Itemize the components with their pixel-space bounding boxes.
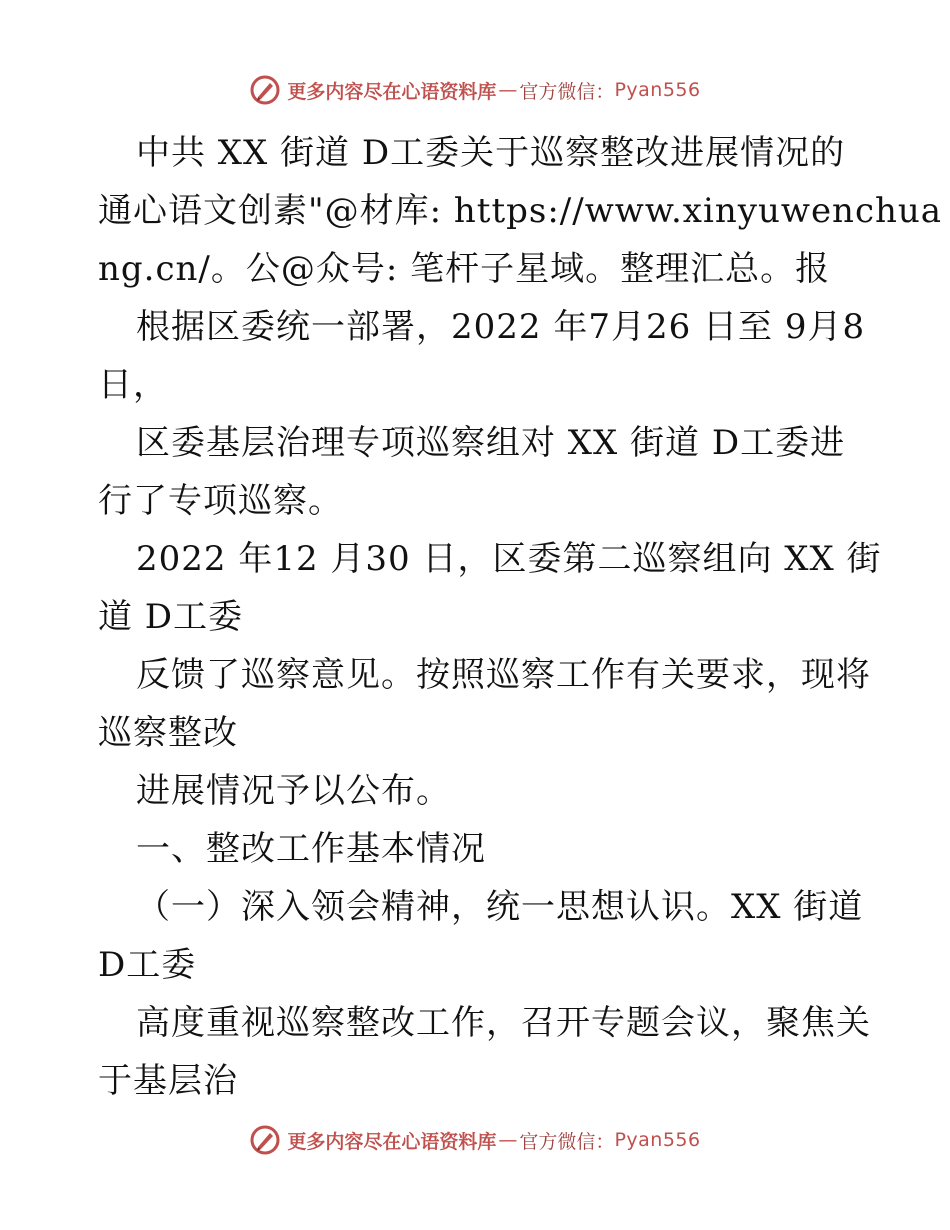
text-line: 根据区委统一部署，2022 年7月26 日至 9月8 bbox=[136, 307, 866, 347]
watermark-account: Pyan556 bbox=[614, 79, 701, 101]
text-line: 通心语文创素"@材库: https://www.xinyuwenchua bbox=[98, 191, 943, 231]
text-line: 于基层治 bbox=[98, 1061, 238, 1101]
pen-logo-icon bbox=[249, 74, 281, 106]
section-heading: 一、整改工作基本情况 bbox=[136, 829, 486, 869]
document-body bbox=[98, 124, 943, 1110]
text-line: 反馈了巡察意见。按照巡察工作有关要求，现将 bbox=[136, 655, 871, 695]
text-line: 2022 年12 月30 日，区委第二巡察组向 XX 街 bbox=[136, 539, 882, 579]
watermark-separator: — bbox=[498, 1129, 518, 1151]
watermark-brand: 更多内容尽在心语资料库 bbox=[287, 80, 497, 103]
text-line: 道 D工委 bbox=[98, 597, 244, 637]
text-line: 区委基层治理专项巡察组对 XX 街道 D工委进 bbox=[136, 423, 846, 463]
text-line: 巡察整改 bbox=[98, 713, 238, 753]
text-line: 中共 XX 街道 D工委关于巡察整改进展情况的 bbox=[136, 133, 846, 173]
text-line: 进展情况予以公布。 bbox=[136, 771, 451, 811]
watermark-label: 官方微信： bbox=[519, 1130, 615, 1153]
watermark-label: 官方微信： bbox=[519, 80, 615, 103]
watermark-account: Pyan556 bbox=[614, 1129, 701, 1151]
text-line: ng.cn/。公@众号: 笔杆子星域。整理汇总。报 bbox=[98, 249, 831, 289]
watermark-brand: 更多内容尽在心语资料库 bbox=[287, 1130, 497, 1153]
text-line: 高度重视巡察整改工作，召开专题会议，聚焦关 bbox=[136, 1003, 871, 1043]
watermark-separator: — bbox=[498, 79, 518, 101]
text-line: 行了专项巡察。 bbox=[98, 481, 343, 521]
text-line: D工委 bbox=[98, 945, 197, 985]
watermark-header bbox=[0, 70, 950, 110]
text-line: 日， bbox=[98, 365, 168, 405]
watermark-footer bbox=[0, 1120, 950, 1160]
text-line: （一）深入领会精神，统一思想认识。XX 街道 bbox=[136, 887, 864, 927]
pen-logo-icon bbox=[249, 1124, 281, 1156]
